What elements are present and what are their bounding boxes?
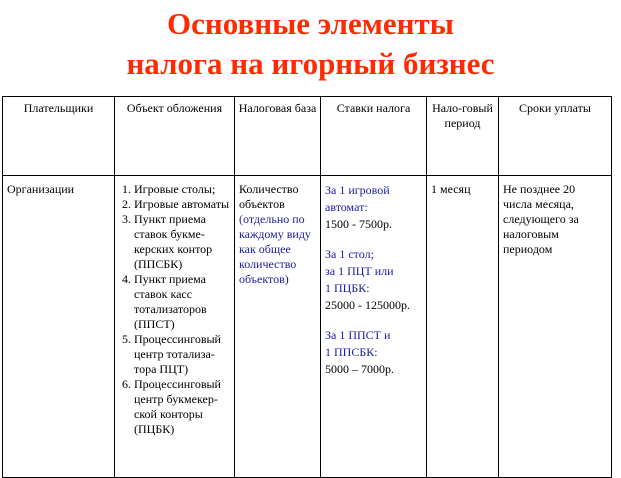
rate-slot-machine — [325, 182, 422, 233]
rate-label: За 1 ППСТ и — [325, 328, 391, 342]
header-base: Налоговая база — [235, 97, 321, 176]
rate-label: 1 ПЦБК: — [325, 281, 370, 295]
table-header-row — [3, 97, 612, 176]
header-payers: Плательщики — [3, 97, 115, 176]
cell-rates — [321, 176, 427, 478]
rate-label: За 1 игровой автомат: — [325, 183, 390, 214]
rate-value: 1500 - 7500р. — [325, 217, 392, 231]
rate-table-pct-pcbk — [325, 246, 422, 314]
list-item: 5. Процессинговый центр тотализа-тора ПЦТ) — [134, 332, 230, 377]
list-item: 4. Пункт приема ставок касс тотализаторов (ППСТ) — [134, 272, 230, 332]
list-item: 3. Пункт приема ставок букме-керских контор (ППСБК) — [134, 212, 230, 272]
header-period: Нало-говый период — [427, 97, 499, 176]
header-object: Объект обложения — [115, 97, 235, 176]
base-note-text: (отдельно по каждому виду как общее количество объектов) — [239, 212, 311, 286]
cell-terms: Не позднее 20 числа месяца, следующего за налоговым периодом — [499, 176, 612, 478]
base-main-text: Количество объектов — [239, 182, 299, 211]
rate-value: 5000 – 7000р. — [325, 362, 394, 376]
rate-ppst-ppsbk — [325, 327, 422, 378]
cell-payers: Организации — [3, 176, 115, 478]
rate-label: 1 ППСБК: — [325, 345, 378, 359]
objects-list — [119, 182, 230, 437]
title-line-2: налога на игорный бизнес — [126, 46, 495, 81]
header-terms: Сроки уплаты — [499, 97, 612, 176]
list-item: 6. Процессинговый центр букмекер-ской конторы (ПЦБК) — [134, 377, 230, 437]
title-line-1: Основные элементы — [167, 6, 454, 41]
rate-value: 25000 - 125000р. — [325, 298, 410, 312]
cell-base — [235, 176, 321, 478]
cell-period: 1 месяц — [427, 176, 499, 478]
table-row — [3, 176, 612, 478]
page-title — [0, 4, 621, 84]
rate-label: За 1 стол; — [325, 247, 374, 261]
tax-elements-table — [2, 96, 612, 478]
list-item: 2. Игровые автоматы — [134, 197, 230, 212]
list-item: 1. Игровые столы; — [134, 182, 230, 197]
header-rates: Ставки налога — [321, 97, 427, 176]
cell-objects — [115, 176, 235, 478]
rate-label: за 1 ПЦТ или — [325, 264, 394, 278]
